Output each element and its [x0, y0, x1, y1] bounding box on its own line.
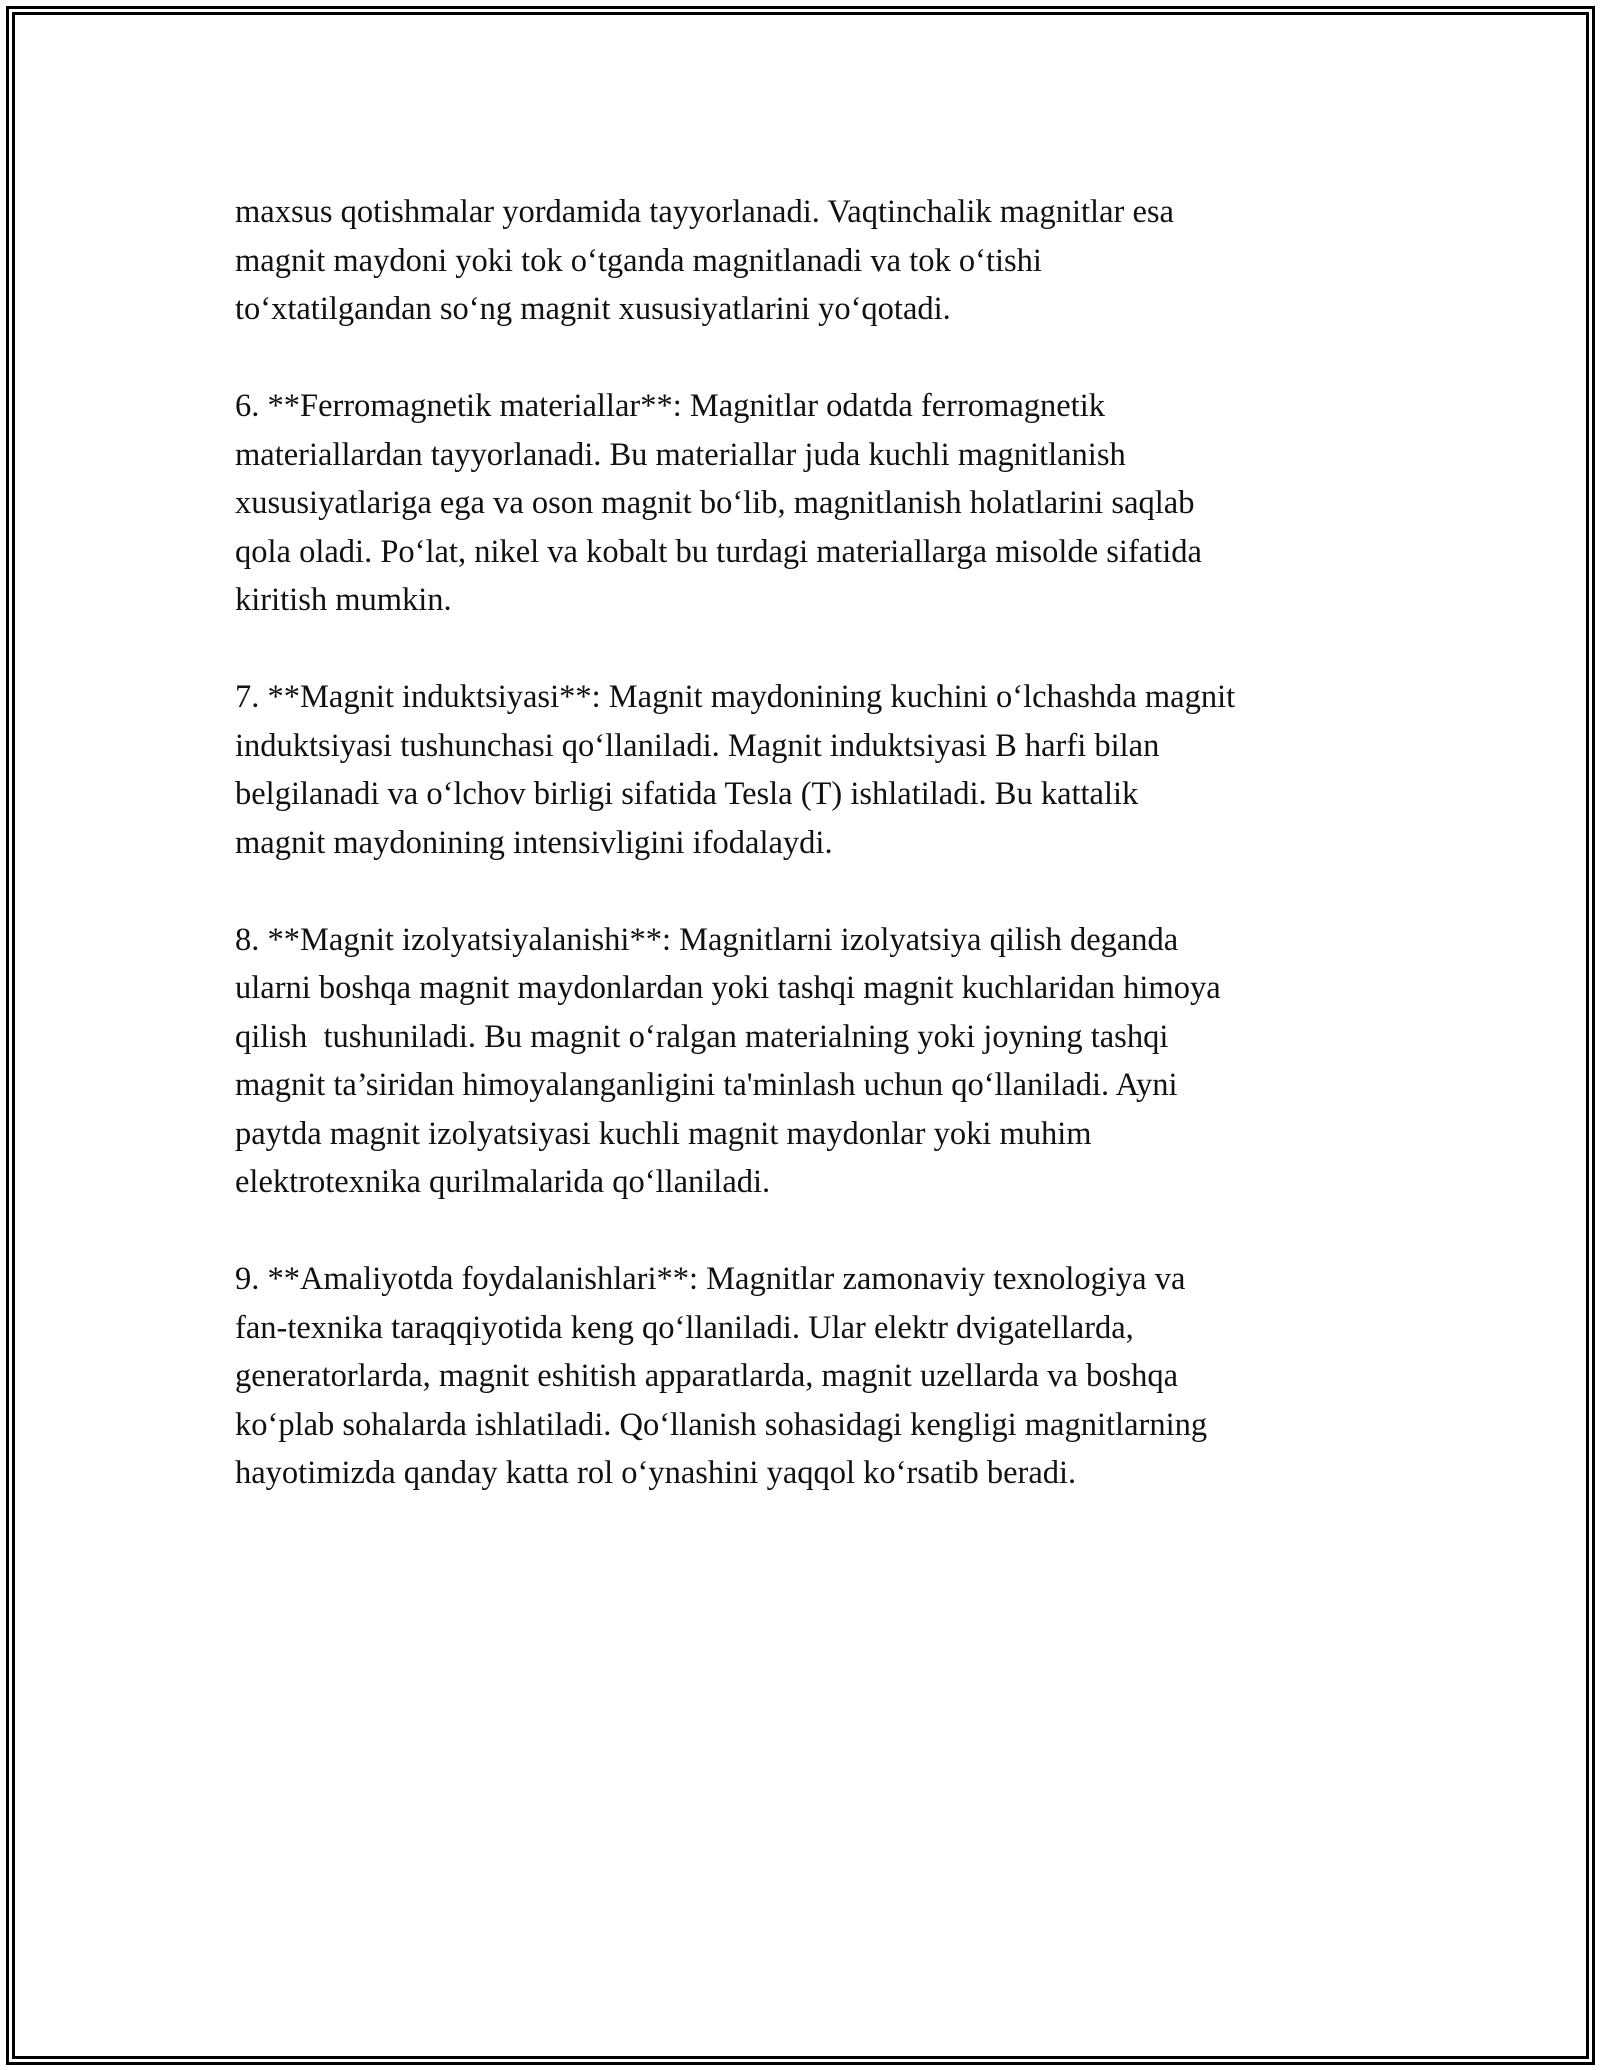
document-body: [235, 188, 1385, 1546]
text-line: fan-texnika taraqqiyotida keng qo‘llaniladi. Ular elektr dvigatellarda,: [235, 1309, 1134, 1346]
text-line: xususiyatlariga ega va oson magnit bo‘lib, magnitlanish holatlarini saqlab: [235, 485, 1195, 521]
paragraph-item-8: [235, 916, 1385, 1207]
text-line: induktsiyasi tushunchasi qo‘llaniladi. Magnit induktsiyasi B harfi bilan: [235, 727, 1160, 764]
text-line: elektrotexnika qurilmalarida qo‘llaniladi.: [235, 1164, 771, 1200]
text-line: kiritish mumkin.: [235, 582, 452, 618]
text-line: 8. **Magnit izolyatsiyalanishi**: Magnitlarni izolyatsiya qilish deganda: [235, 921, 1179, 958]
paragraph-item-9: [235, 1255, 1385, 1498]
text-line: 7. **Magnit induktsiyasi**: Magnit maydonining kuchini o‘lchashda magnit: [235, 679, 1236, 715]
text-line: ularni boshqa magnit maydonlardan yoki tashqi magnit kuchlaridan himoya: [235, 970, 1221, 1006]
text-line: magnit maydoni yoki tok o‘tganda magnitlanadi va tok o‘tishi: [235, 242, 1042, 279]
text-line: to‘xtatilgandan so‘ng magnit xususiyatlarini yo‘qotadi.: [235, 291, 951, 327]
text-line: belgilanadi va o‘lchov birligi sifatida Tesla (T) ishlatiladi. Bu kattalik: [235, 776, 1139, 812]
paragraph-item-6: [235, 382, 1385, 625]
text-line: maxsus qotishmalar yordamida tayyorlanadi. Vaqtinchalik magnitlar esa: [235, 194, 1174, 230]
text-line: hayotimizda qanday katta rol o‘ynashini yaqqol ko‘rsatib beradi.: [235, 1455, 1077, 1491]
text-line: generatorlarda, magnit eshitish apparatlarda, magnit uzellarda va boshqa: [235, 1358, 1179, 1394]
text-line: materiallardan tayyorlanadi. Bu materiallar juda kuchli magnitlanish: [235, 436, 1126, 473]
text-line: qola oladi. Po‘lat, nikel va kobalt bu turdagi materiallarga misolde sifatida: [235, 533, 1202, 570]
text-line: paytda magnit izolyatsiyasi kuchli magnit maydonlar yoki muhim: [235, 1115, 1092, 1152]
text-line: qilish tushuniladi. Bu magnit o‘ralgan materialning yoki joyning tashqi: [235, 1018, 1169, 1055]
text-line: magnit maydonining intensivligini ifodalaydi.: [235, 824, 833, 861]
paragraph-intro-continuation: [235, 188, 1385, 334]
text-line: 6. **Ferromagnetik materiallar**: Magnitlar odatda ferromagnetik: [235, 388, 1105, 424]
paragraph-item-7: [235, 673, 1385, 867]
text-line: 9. **Amaliyotda foydalanishlari**: Magnitlar zamonaviy texnologiya va: [235, 1261, 1186, 1297]
text-line: magnit ta’siridan himoyalanganligini ta'minlash uchun qo‘llaniladi. Ayni: [235, 1067, 1178, 1103]
text-line: ko‘plab sohalarda ishlatiladi. Qo‘llanish sohasidagi kengligi magnitlarning: [235, 1406, 1208, 1443]
